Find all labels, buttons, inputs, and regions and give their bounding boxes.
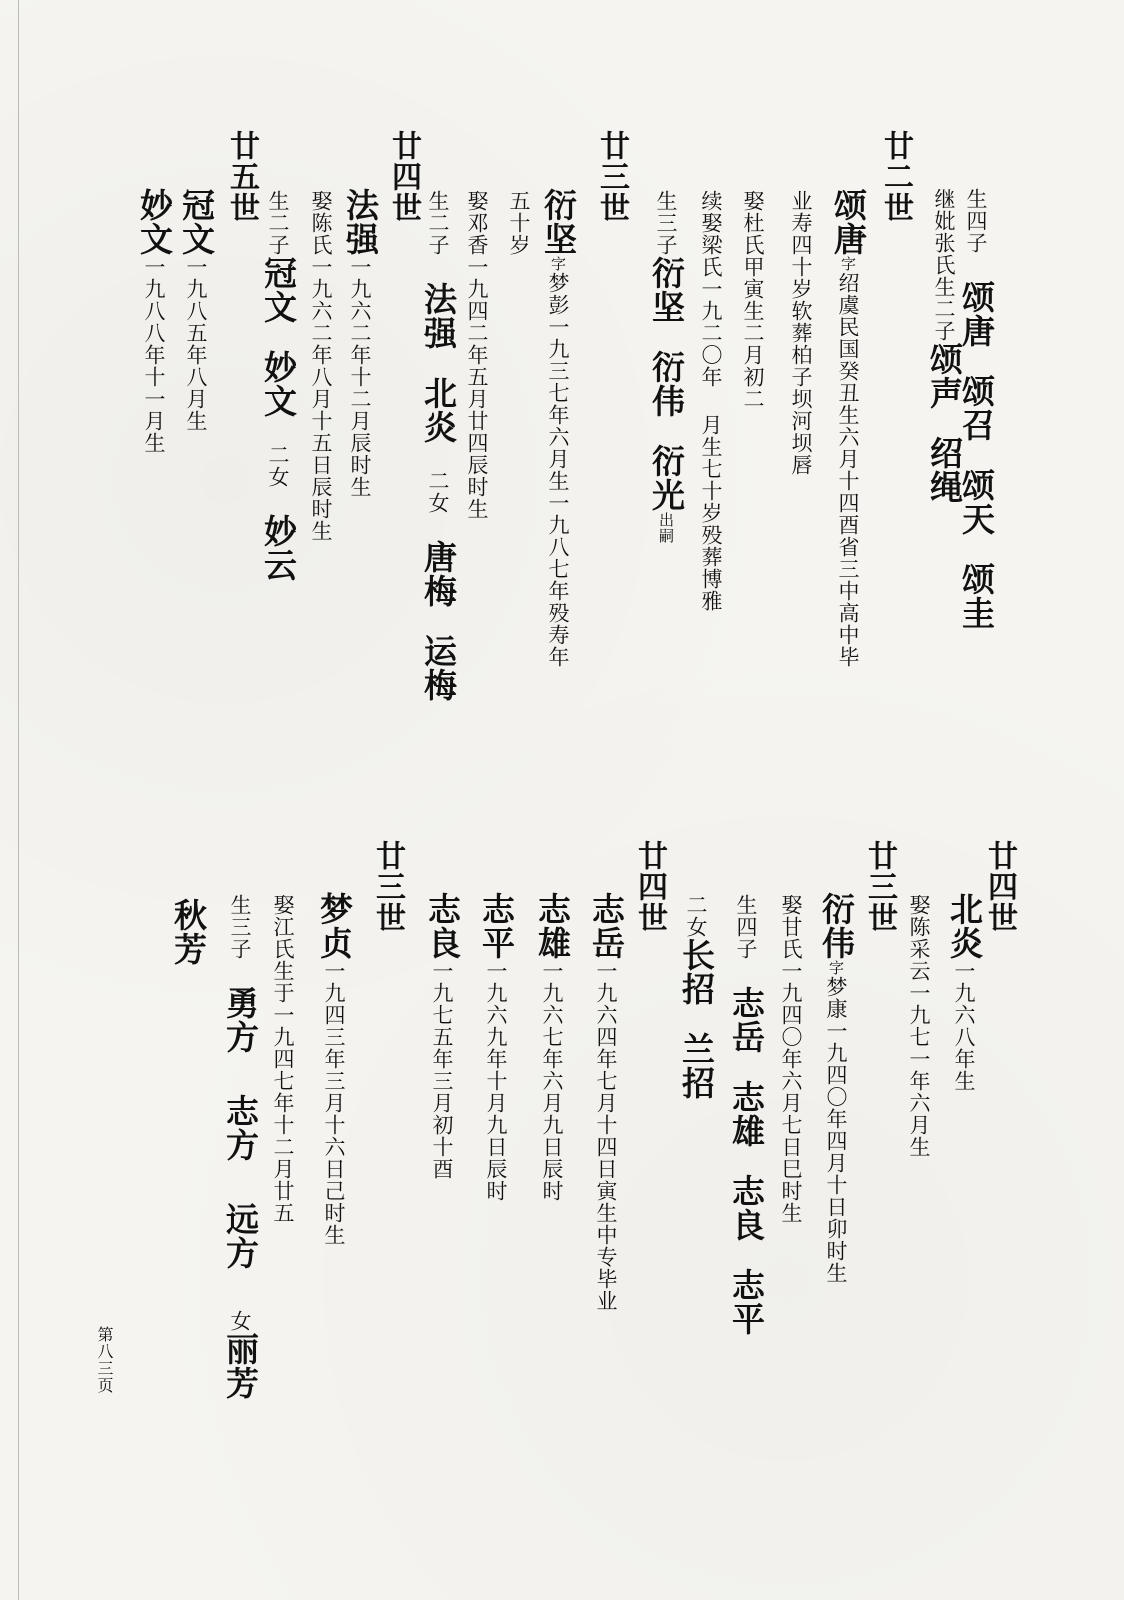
name: 远方 [221,1202,260,1270]
name: 运梅 [419,634,458,702]
col-top-12: 娶邓香一九四二年五月廿四辰时生 [465,190,489,520]
note: 字 [839,256,857,272]
name: 妙云 [259,514,298,582]
text: 一九四三年三月十六日己时生 [322,960,346,1246]
col-top-2 [925,188,964,504]
name: 长招 [677,938,716,1006]
name: 衍伟 [817,892,856,960]
name: 志方 [221,1094,260,1162]
text: 继妣张氏生二子 [932,188,956,342]
name: 北炎 [945,892,984,960]
text: 生二子 [266,190,290,256]
name: 颂圭 [957,562,996,630]
name: 颂召 [957,374,996,442]
name: 兰招 [677,1032,716,1100]
col-top-7 [700,190,721,612]
col-bottom-2 [945,892,984,1092]
text: 一九六四年七月十四日寅生中专毕业 [594,960,618,1312]
col-top-15 [341,188,380,498]
name: 志平 [477,892,516,960]
col-top-4 [829,188,868,668]
generation-heading: 廿四世 [386,130,421,223]
text: 二女 [684,894,708,938]
name: 衍坚 [539,188,578,256]
text: 一九八八年十一月生 [142,256,166,454]
col-top-13 [419,190,458,702]
name: 妙文 [135,188,174,256]
col-top-19 [177,188,216,432]
name: 志岳 [727,986,766,1054]
col-top-1 [957,188,996,630]
name: 冠文 [259,256,298,324]
col-bottom-3: 娶陈采云一九七一年六月生 [907,894,931,1158]
name: 衍坚 [647,256,686,324]
note: 出嗣 [657,512,675,544]
col-top-17 [259,190,298,582]
col-top-11: 五十岁 [507,190,531,256]
text: 二女 [426,470,450,514]
name: 法强 [419,282,458,350]
name: 冠文 [177,188,216,256]
text: 一九六二年十二月辰时生 [348,256,372,498]
col-top-20 [135,188,174,454]
text: 生四子 [734,894,758,960]
text: 绍虞民国癸丑生六月十四酉省三中高中毕 [836,272,860,668]
generation-heading: 廿三世 [370,840,405,933]
generation-heading: 廿三世 [594,130,629,223]
text: 生三子 [228,894,252,960]
col-bottom-6: 娶甘氏一九四〇年六月七日巳时生 [779,894,803,1224]
col-bottom-13 [423,892,462,1180]
name: 法强 [341,188,380,256]
name: 志良 [423,892,462,960]
text: 生四子 [964,188,988,254]
text: 生二子 [426,190,450,256]
col-bottom-7 [727,894,766,1336]
text: 一九六九年十月九日辰时 [484,960,508,1202]
text: 梦彭一九三七年六月生一九八七年殁寿年 [546,272,570,668]
col-bottom-12 [477,892,516,1202]
text: 二女 [266,444,290,488]
name: 颂声 [925,342,964,410]
name: 志岳 [587,892,626,960]
col-bottom-17 [221,894,260,1400]
col-top-6: 娶杜氏甲寅生二月初二 [741,190,765,410]
generation-heading: 廿五世 [224,130,259,223]
name: 勇方 [221,986,260,1054]
col-top-10 [539,188,578,668]
text: 生三子 [654,190,678,256]
name: 颂唐 [957,280,996,348]
name: 志良 [727,1174,766,1242]
text: 一九六七年六月九日辰时 [540,960,564,1202]
name: 衍伟 [647,350,686,418]
generation-heading: 廿四世 [982,840,1017,933]
name: 丽芳 [221,1332,260,1400]
name: 梦贞 [315,892,354,960]
note: 字 [827,960,845,976]
col-top-16: 娶陈氏一九六二年八月十五日辰时生 [309,190,333,542]
name: 绍绳 [925,436,964,504]
col-top-5: 业寿四十岁软葬柏子坝河坝唇 [789,190,813,476]
note: 字 [549,256,567,272]
text: 一九八五年八月生 [184,256,208,432]
col-bottom-8 [677,894,716,1100]
col-top-8 [647,190,686,544]
generation-heading: 廿二世 [878,130,913,223]
name: 颂天 [957,468,996,536]
page-edge-line [18,0,19,1600]
text: 一九六八年生 [952,960,976,1092]
name: 秋芳 [169,898,208,966]
name: 妙文 [259,350,298,418]
text: 续娶梁氏一九二〇年 [699,190,723,388]
col-bottom-11 [533,892,572,1202]
text: 梦康一九四〇年四月十日卯时生 [824,976,848,1284]
col-bottom-5 [817,892,856,1284]
name: 志平 [727,1268,766,1336]
generation-heading: 廿四世 [632,840,667,933]
name: 北炎 [419,376,458,444]
text: 月生七十岁殁葬博雅 [699,414,723,612]
name: 唐梅 [419,540,458,608]
text: 女 [228,1310,252,1332]
name: 志雄 [533,892,572,960]
generation-heading: 廿三世 [862,840,897,933]
col-bottom-15 [315,892,354,1246]
name: 颂唐 [829,188,868,256]
name: 衍光 [647,444,686,512]
text: 一九七五年三月初十酉 [430,960,454,1180]
col-bottom-10 [587,892,626,1312]
col-bottom-16: 娶江氏生于一九四七年十二月廿五 [271,894,295,1224]
name: 志雄 [727,1080,766,1148]
page-number: 第八三页 [95,1326,114,1394]
